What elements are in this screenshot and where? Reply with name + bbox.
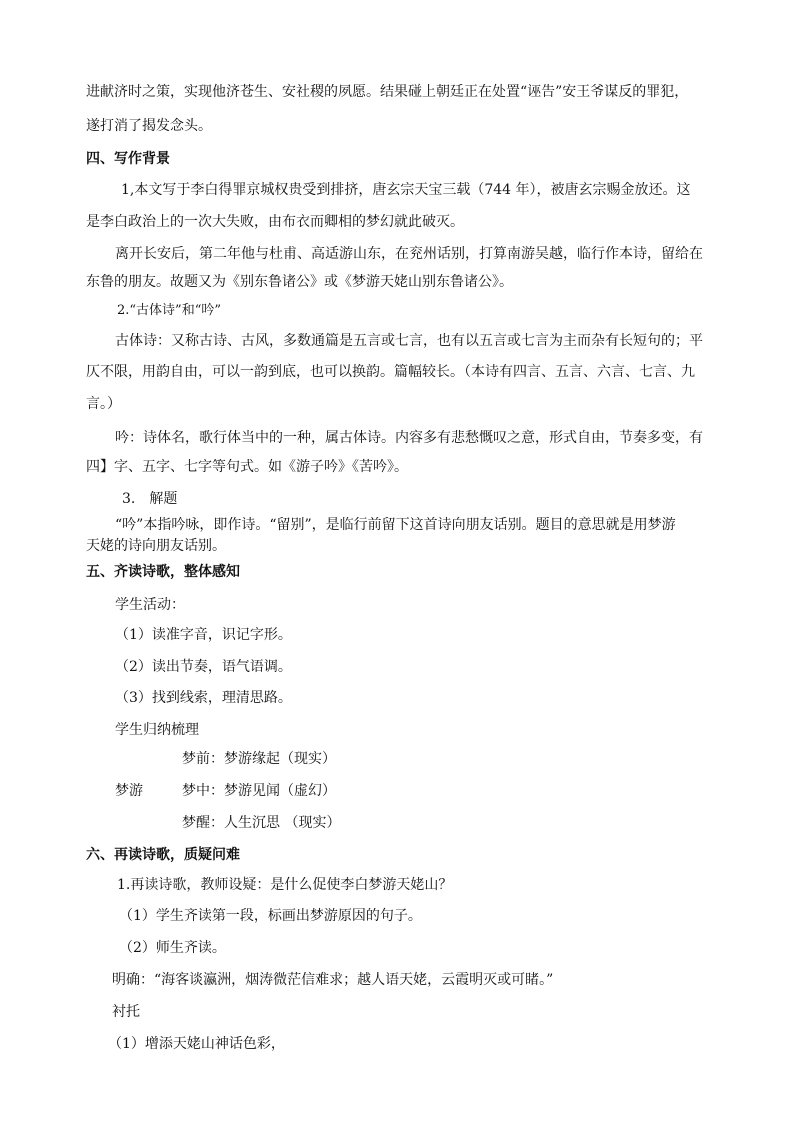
paragraph-line: 遂打消了揭发念头。 <box>86 118 212 134</box>
paragraph-line: 四】字、五字、七字等句式。如《游子吟》《苦吟》。 <box>86 459 408 475</box>
paragraph-line: 明确：“海客谈瀛洲，烟涛微茫信难求；越人语天姥，云霞明灭或可睹。” <box>112 972 554 988</box>
list-item: （3）找到线索，理清思路。 <box>115 690 292 706</box>
paragraph-line: “吟”本指吟咏，即作诗。“留别”，是临行前留下这首诗向朋友话别。题目的意思就是用梦游 <box>115 517 676 533</box>
paragraph-line: 东鲁的朋友。故题又为《别东鲁诸公》或《梦游天姥山别东鲁诸公》。 <box>86 274 513 290</box>
label: 梦游 <box>115 783 143 799</box>
paragraph-line: 言。） <box>86 396 121 412</box>
list-item: 梦前：梦游缘起（现实） <box>182 751 336 767</box>
paragraph-line: 仄不限，用韵自由，可以一韵到底，也可以换韵。篇幅较长。（本诗有四言、五言、六言、七言、九 <box>86 364 695 380</box>
list-item: （2）师生齐读。 <box>119 940 226 956</box>
paragraph-line: 是李白政治上的一次大失败，由布衣而卿相的梦幻就此破灭。 <box>86 214 464 230</box>
list-item: 梦醒：人生沉思 （现实） <box>182 815 341 831</box>
paragraph-line: 1,本文写于李白得罪京城权贵受到排挤，唐玄宗天宝三载（744 年），被唐玄宗赐金放还。这 <box>121 182 691 198</box>
paragraph-line: 衬托 <box>112 1004 140 1020</box>
paragraph-line: 古体诗：又称古诗、古风，多数通篇是五言或七言，也有以五言或七言为主而杂有长短句的；平 <box>115 333 703 349</box>
section-heading: 六、再读诗歌，质疑问难 <box>86 847 240 863</box>
paragraph-line: 学生归纳梳理 <box>115 722 199 738</box>
list-item: （2）读出节奏，语气语调。 <box>115 659 292 675</box>
section-heading: 五、齐读诗歌，整体感知 <box>86 564 240 580</box>
section-heading: 四、写作背景 <box>86 151 170 167</box>
paragraph-line: 1.再读诗歌，教师设疑：是什么促使李白梦游天姥山？ <box>117 877 453 893</box>
list-item: （1）增添天姥山神话色彩， <box>108 1036 285 1052</box>
list-item: 梦中：梦游见闻（虚幻） <box>182 783 336 799</box>
subheading: 2.“古体诗”和“吟” <box>117 303 221 318</box>
paragraph-line: 学生活动： <box>115 597 185 613</box>
paragraph-line: 吟：诗体名，歌行体当中的一种，属古体诗。内容多有悲愁慨叹之意，形式自由，节奏多变，有 <box>115 430 703 446</box>
subheading: 3. 解题 <box>122 491 178 507</box>
list-item: （1）学生齐读第一段，标画出梦游原因的句子。 <box>119 908 422 924</box>
paragraph-line: 天姥的诗向朋友话别。 <box>86 538 226 554</box>
list-item: （1）读准字音，识记字形。 <box>115 627 292 643</box>
paragraph-line: 进献济时之策，实现他济苍生、安社稷的夙愿。结果碰上朝廷正在处置“诬告”安王爷谋反的罪犯， <box>86 84 689 100</box>
paragraph-line: 离开长安后，第二年他与杜甫、高适游山东，在兖州话别，打算南游吴越，临行作本诗，留给在 <box>115 246 703 262</box>
